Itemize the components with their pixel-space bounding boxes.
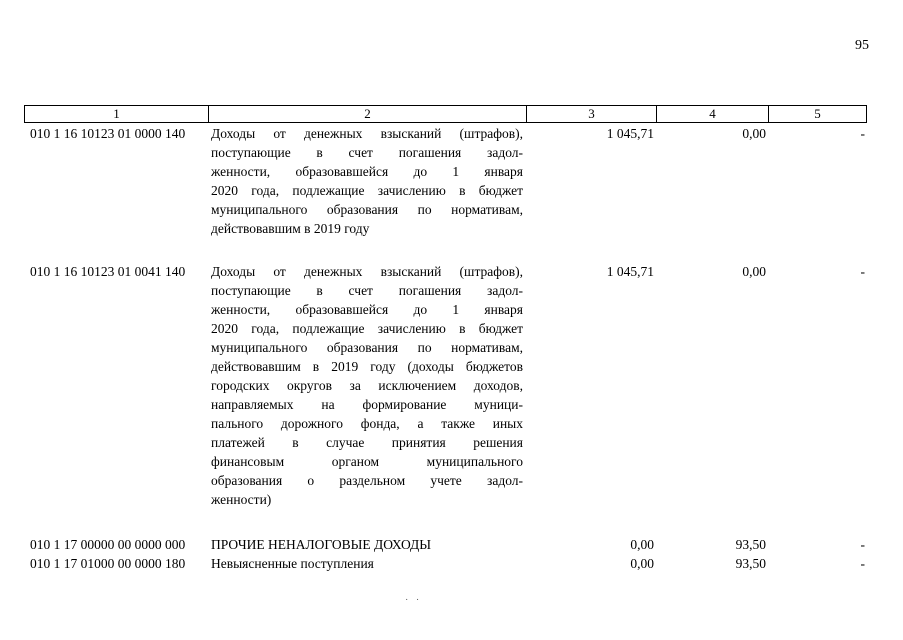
- header-cell-2: 2: [209, 106, 527, 122]
- row-col3-value: 0,00: [630, 537, 654, 552]
- row-code: 010 1 16 10123 01 0041 140: [30, 264, 186, 279]
- row-col5-value: -: [860, 537, 865, 552]
- header-cell-5: 5: [814, 106, 821, 121]
- row-col3-value: 1 045,71: [606, 264, 654, 279]
- desc-line: 2020 года, подлежащие зачислению в бюджет: [211, 321, 523, 336]
- desc-line: женности, образовавшейся до 1 января: [211, 302, 523, 317]
- desc-line: 2020 года, подлежащие зачислению в бюджет: [211, 183, 523, 198]
- desc-line: Доходы от денежных взысканий (штрафов),: [211, 264, 523, 279]
- table-header-row: [24, 105, 867, 123]
- desc-line: ПРОЧИЕ НЕНАЛОГОВЫЕ ДОХОДЫ: [211, 537, 432, 552]
- row-description: [211, 535, 523, 554]
- row-col4-value: 93,50: [735, 556, 766, 571]
- desc-line: действовавшим в 2019 году: [211, 221, 370, 236]
- row-col3-value: 0,00: [630, 556, 654, 571]
- row-col5-value: -: [860, 126, 865, 141]
- row-description: [211, 262, 523, 509]
- row-code: 010 1 17 00000 00 0000 000: [30, 537, 186, 552]
- row-col3-value: 1 045,71: [606, 126, 654, 141]
- scan-specks: ˙ ˙: [405, 598, 420, 609]
- header-cell-4: 4: [657, 106, 769, 122]
- desc-line: городских округов за исключением доходов,: [211, 378, 523, 393]
- desc-line: действовавшим в 2019 году (доходы бюджетов: [211, 359, 523, 374]
- desc-line: Доходы от денежных взысканий (штрафов),: [211, 126, 523, 141]
- row-col4-value: 93,50: [735, 537, 766, 552]
- desc-line: пального дорожного фонда, а также иных: [211, 416, 523, 431]
- desc-line: Невыясненные поступления: [211, 556, 374, 571]
- row-col4-value: 0,00: [742, 126, 766, 141]
- desc-line: платежей в случае принятия решения: [211, 435, 523, 450]
- header-cell-1: 1: [25, 106, 209, 122]
- row-code: 010 1 17 01000 00 0000 180: [30, 556, 186, 571]
- desc-line: финансовым органом муниципального: [211, 454, 523, 469]
- row-col5-value: -: [860, 264, 865, 279]
- row-description: [211, 124, 523, 238]
- desc-line: поступающие в счет погашения задол-: [211, 145, 523, 160]
- desc-line: поступающие в счет погашения задол-: [211, 283, 523, 298]
- row-description: [211, 554, 523, 573]
- page-number: 95: [855, 38, 869, 53]
- desc-line: образования о раздельном учете задол-: [211, 473, 523, 488]
- desc-line: муниципального образования по нормативам,: [211, 202, 523, 217]
- header-cell-3: 3: [527, 106, 657, 122]
- row-code: 010 1 16 10123 01 0000 140: [30, 126, 186, 141]
- row-col4-value: 0,00: [742, 264, 766, 279]
- desc-line: женности, образовавшейся до 1 января: [211, 164, 523, 179]
- desc-line: направляемых на формирование муници-: [211, 397, 523, 412]
- desc-line: женности): [211, 492, 272, 507]
- desc-line: муниципального образования по нормативам,: [211, 340, 523, 355]
- row-col5-value: -: [860, 556, 865, 571]
